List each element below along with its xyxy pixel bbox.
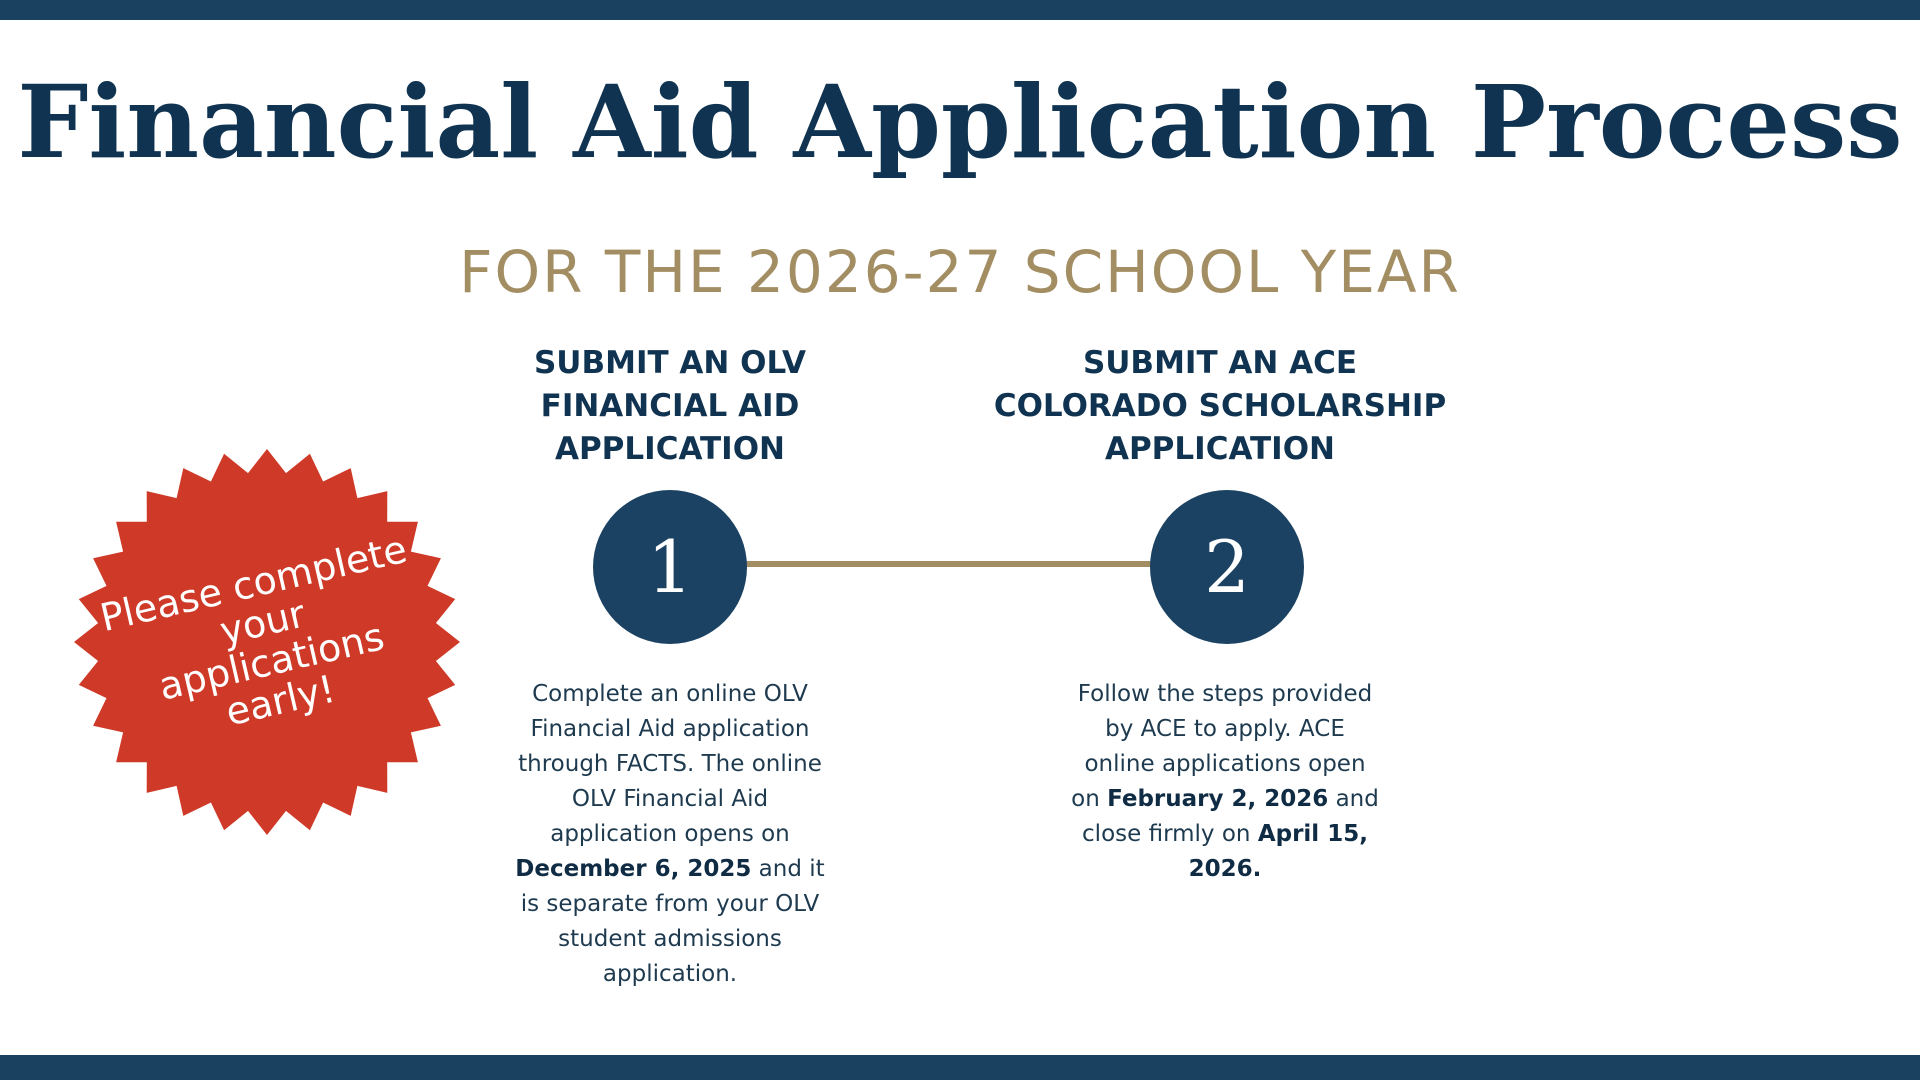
step-2-open-date: February 2, 2026 bbox=[1107, 786, 1329, 812]
step-1-text-part-2: and it is separate from your OLV student admissions application. bbox=[520, 856, 825, 987]
bottom-border-bar bbox=[0, 1055, 1920, 1080]
step-1-text-part-1: Complete an online OLV Financial Aid application through FACTS. The online OLV Financial Aid application opens on bbox=[518, 681, 822, 847]
step-2-heading-line-1: SUBMIT AN ACE bbox=[1082, 345, 1358, 381]
step-1-heading-line-1: SUBMIT AN OLV bbox=[533, 345, 806, 381]
step-connector-line bbox=[740, 561, 1160, 567]
step-1-description bbox=[505, 677, 835, 992]
step-1-heading-line-3: APPLICATION bbox=[554, 431, 786, 467]
step-2-heading bbox=[970, 342, 1470, 471]
step-2-description bbox=[1070, 677, 1380, 887]
step-1-number-circle: 1 bbox=[593, 490, 747, 644]
step-1-open-date: December 6, 2025 bbox=[515, 856, 752, 882]
step-2-close-date: April 15, 2026. bbox=[1188, 821, 1368, 882]
page-subtitle: FOR THE 2026-27 SCHOOL YEAR bbox=[459, 238, 1461, 306]
starburst-badge bbox=[72, 447, 462, 837]
step-2-heading-line-2: COLORADO SCHOLARSHIP bbox=[993, 388, 1447, 424]
step-2-text-part-2: and close firmly on bbox=[1082, 786, 1379, 847]
step-2-number-circle: 2 bbox=[1150, 490, 1304, 644]
step-1-heading-line-2: FINANCIAL AID bbox=[540, 388, 800, 424]
page-title: Financial Aid Application Process bbox=[17, 63, 1903, 181]
top-border-bar bbox=[0, 0, 1920, 20]
step-2-heading-line-3: APPLICATION bbox=[1104, 431, 1336, 467]
step-1-heading bbox=[470, 342, 870, 471]
step-2-text-part-1: Follow the steps provided by ACE to apply. ACE online applications open on bbox=[1071, 681, 1373, 812]
badge-text: Please complete your applications early! bbox=[96, 526, 411, 735]
